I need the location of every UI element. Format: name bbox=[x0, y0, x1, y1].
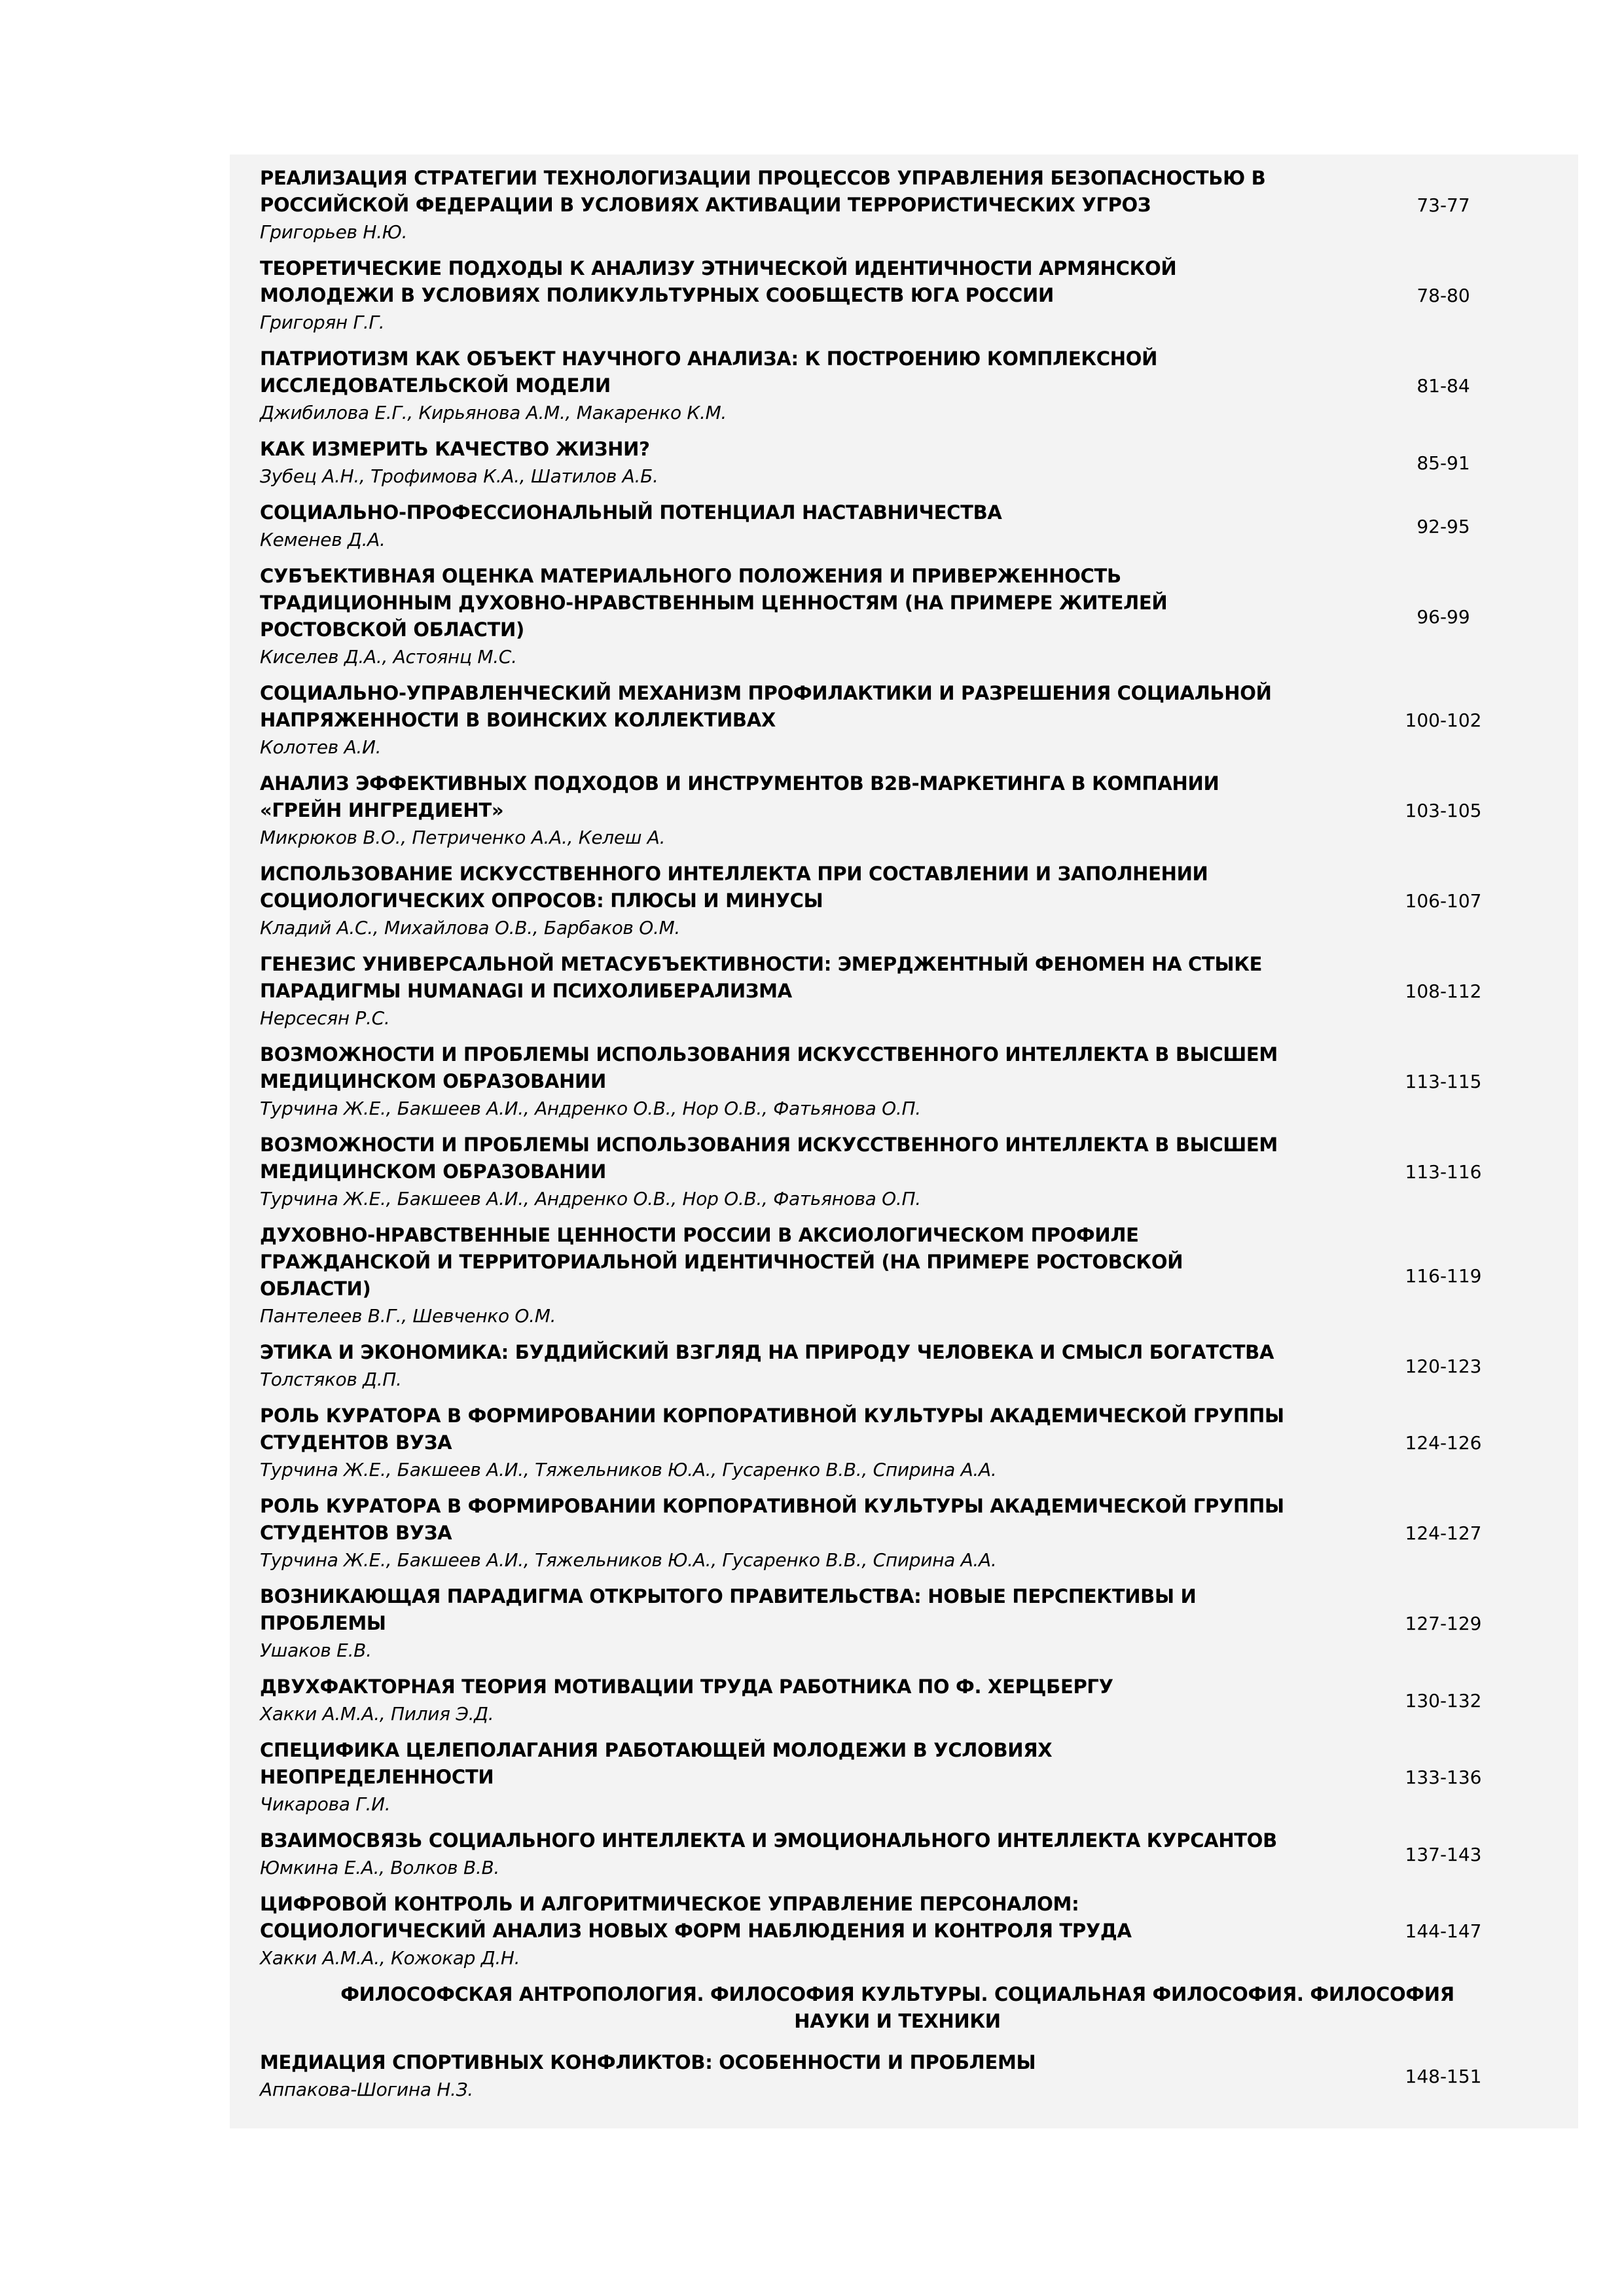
toc-entry bbox=[230, 1737, 1578, 1818]
entry-pages: 120-123 bbox=[1405, 1355, 1482, 1377]
entry-title-line: МЕДИЦИНСКОМ ОБРАЗОВАНИИ bbox=[260, 1160, 606, 1183]
entry-pages: 73-77 bbox=[1416, 194, 1470, 216]
entry-title-line: РОСТОВСКОЙ ОБЛАСТИ) bbox=[260, 619, 524, 641]
entry-title-line: НЕОПРЕДЕЛЕННОСТИ bbox=[260, 1766, 494, 1788]
toc-entry bbox=[230, 1674, 1578, 1727]
entry-authors: Толстяков Д.П. bbox=[260, 1369, 402, 1390]
entry-title-line: ПАТРИОТИЗМ КАК ОБЪЕКТ НАУЧНОГО АНАЛИЗА: К ПОСТРОЕНИЮ КОМПЛЕКСНОЙ bbox=[260, 348, 1158, 370]
entry-authors: Нерсесян Р.С. bbox=[260, 1007, 390, 1029]
entry-pages: 124-126 bbox=[1405, 1432, 1482, 1454]
entry-body bbox=[230, 2049, 1356, 2103]
entry-pages: 100-102 bbox=[1405, 709, 1482, 731]
entry-body bbox=[230, 861, 1356, 941]
entry-title-line: ЭТИКА И ЭКОНОМИКА: БУДДИЙСКИЙ ВЗГЛЯД НА ПРИРОДУ ЧЕЛОВЕКА И СМЫСЛ БОГАТСТВА bbox=[260, 1341, 1274, 1363]
entry-title-line: ИССЛЕДОВАТЕЛЬСКОЙ МОДЕЛИ bbox=[260, 374, 611, 397]
entry-title-line: ВОЗМОЖНОСТИ И ПРОБЛЕМЫ ИСПОЛЬЗОВАНИЯ ИСКУССТВЕННОГО ИНТЕЛЛЕКТА В ВЫСШЕМ bbox=[260, 1134, 1278, 1156]
entry-title-line: ВОЗНИКАЮЩАЯ ПАРАДИГМА ОТКРЫТОГО ПРАВИТЕЛЬСТВА: НОВЫЕ ПЕРСПЕКТИВЫ И bbox=[260, 1585, 1197, 1607]
entry-title-line: КАК ИЗМЕРИТЬ КАЧЕСТВО ЖИЗНИ? bbox=[260, 438, 650, 460]
entry-body bbox=[230, 346, 1356, 426]
entry-title-line: РОЛЬ КУРАТОРА В ФОРМИРОВАНИИ КОРПОРАТИВНОЙ КУЛЬТУРЫ АКАДЕМИЧЕСКОЙ ГРУППЫ bbox=[260, 1495, 1284, 1517]
entry-authors: Колотев А.И. bbox=[260, 736, 382, 758]
entry-authors: Микрюков В.О., Петриченко А.А., Келеш А. bbox=[260, 827, 666, 848]
entry-authors: Хакки А.М.А., Пилия Э.Д. bbox=[260, 1703, 494, 1725]
entry-authors: Зубец А.Н., Трофимова К.А., Шатилов А.Б. bbox=[260, 465, 659, 487]
entry-pages: 130-132 bbox=[1405, 1689, 1482, 1712]
entry-body bbox=[230, 1891, 1356, 1971]
entry-authors: Ушаков Е.В. bbox=[260, 1640, 372, 1661]
entry-title-line: ТЕОРЕТИЧЕСКИЕ ПОДХОДЫ К АНАЛИЗУ ЭТНИЧЕСКОЙ ИДЕНТИЧНОСТИ АРМЯНСКОЙ bbox=[260, 257, 1177, 279]
toc-entry bbox=[230, 1339, 1578, 1393]
entry-title-line: НАПРЯЖЕННОСТИ В ВОИНСКИХ КОЛЛЕКТИВАХ bbox=[260, 709, 776, 731]
entry-pages: 124-127 bbox=[1405, 1522, 1482, 1544]
entry-pages: 113-116 bbox=[1405, 1161, 1482, 1183]
toc-entry bbox=[230, 1827, 1578, 1881]
entry-pages: 137-143 bbox=[1405, 1843, 1482, 1865]
entry-authors: Кладий А.С., Михайлова О.В., Барбаков О.М. bbox=[260, 917, 681, 939]
entry-title-line: МОЛОДЕЖИ В УСЛОВИЯХ ПОЛИКУЛЬТУРНЫХ СООБЩЕСТВ ЮГА РОССИИ bbox=[260, 284, 1054, 306]
entry-title-line: ДУХОВНО-НРАВСТВЕННЫЕ ЦЕННОСТИ РОССИИ В АКСИОЛОГИЧЕСКОМ ПРОФИЛЕ bbox=[260, 1224, 1139, 1246]
toc-entry bbox=[230, 1891, 1578, 1971]
entry-body bbox=[230, 1403, 1356, 1483]
entry-authors: Джибилова Е.Г., Кирьянова А.М., Макаренко К.М. bbox=[260, 402, 727, 423]
entry-body bbox=[230, 1737, 1356, 1818]
toc-entry bbox=[230, 1583, 1578, 1664]
toc-entry bbox=[230, 1222, 1578, 1329]
section-heading bbox=[230, 1981, 1578, 2035]
entry-title-line: РЕАЛИЗАЦИЯ СТРАТЕГИИ ТЕХНОЛОГИЗАЦИИ ПРОЦЕССОВ УПРАВЛЕНИЯ БЕЗОПАСНОСТЬЮ В bbox=[260, 167, 1266, 189]
toc-entry bbox=[230, 255, 1578, 336]
entry-pages: 103-105 bbox=[1405, 800, 1482, 821]
toc-entry bbox=[230, 770, 1578, 851]
entry-pages: 133-136 bbox=[1405, 1767, 1482, 1788]
entry-body bbox=[230, 770, 1356, 851]
toc-entry bbox=[230, 346, 1578, 426]
entry-body bbox=[230, 1827, 1356, 1881]
entry-authors: Киселев Д.А., Астоянц М.С. bbox=[260, 646, 517, 668]
entry-authors: Григорян Г.Г. bbox=[260, 312, 385, 333]
entry-authors: Турчина Ж.Е., Бакшеев А.И., Тяжельников Ю.А., Гусаренко В.В., Спирина А.А. bbox=[260, 1459, 997, 1480]
section-heading-line: ФИЛОСОФСКАЯ АНТРОПОЛОГИЯ. ФИЛОСОФИЯ КУЛЬТУРЫ. СОЦИАЛЬНАЯ ФИЛОСОФИЯ. ФИЛОСОФИЯ bbox=[340, 1983, 1454, 2005]
entry-authors: Турчина Ж.Е., Бакшеев А.И., Андренко О.В., Нор О.В., Фатьянова О.П. bbox=[260, 1188, 921, 1210]
entry-authors: Чикарова Г.И. bbox=[260, 1793, 391, 1815]
entry-pages: 144-147 bbox=[1405, 1920, 1482, 1942]
section-heading-line: НАУКИ И ТЕХНИКИ bbox=[794, 2010, 1001, 2032]
entry-title-line: МЕДИЦИНСКОМ ОБРАЗОВАНИИ bbox=[260, 1070, 606, 1092]
entry-pages: 127-129 bbox=[1405, 1613, 1482, 1634]
entry-title-line: СУБЪЕКТИВНАЯ ОЦЕНКА МАТЕРИАЛЬНОГО ПОЛОЖЕНИЯ И ПРИВЕРЖЕННОСТЬ bbox=[260, 565, 1121, 587]
entry-pages: 96-99 bbox=[1416, 605, 1470, 628]
entry-body bbox=[230, 165, 1356, 245]
entry-body bbox=[230, 1222, 1356, 1329]
entry-title-line: ТРАДИЦИОННЫМ ДУХОВНО-НРАВСТВЕННЫМ ЦЕННОСТЯМ (НА ПРИМЕРЕ ЖИТЕЛЕЙ bbox=[260, 592, 1168, 614]
entries-list bbox=[230, 165, 1578, 1971]
entry-title-line: ГЕНЕЗИС УНИВЕРСАЛЬНОЙ МЕТАСУБЪЕКТИВНОСТИ: ЭМЕРДЖЕНТНЫЙ ФЕНОМЕН НА СТЫКЕ bbox=[260, 953, 1263, 975]
entry-pages: 81-84 bbox=[1416, 375, 1470, 397]
entry-pages: 78-80 bbox=[1416, 285, 1470, 306]
toc-entry bbox=[230, 680, 1578, 761]
toc-entry bbox=[230, 1132, 1578, 1212]
entry-body bbox=[230, 1583, 1356, 1664]
entry-body bbox=[230, 563, 1356, 670]
entry-authors: Хакки А.М.А., Кожокар Д.Н. bbox=[260, 1947, 520, 1969]
entry-body bbox=[230, 951, 1356, 1031]
entry-authors: Григорьев Н.Ю. bbox=[260, 221, 408, 243]
entry-title-line: СТУДЕНТОВ ВУЗА bbox=[260, 1522, 452, 1544]
entry-title-line: СОЦИАЛЬНО-УПРАВЛЕНЧЕСКИЙ МЕХАНИЗМ ПРОФИЛАКТИКИ И РАЗРЕШЕНИЯ СОЦИАЛЬНОЙ bbox=[260, 682, 1272, 704]
toc-entry bbox=[230, 1403, 1578, 1483]
entry-authors: Кеменев Д.А. bbox=[260, 529, 386, 550]
toc-entry bbox=[230, 436, 1578, 490]
entry-title-line: РОЛЬ КУРАТОРА В ФОРМИРОВАНИИ КОРПОРАТИВНОЙ КУЛЬТУРЫ АКАДЕМИЧЕСКОЙ ГРУППЫ bbox=[260, 1405, 1284, 1427]
entry-title-line: СТУДЕНТОВ ВУЗА bbox=[260, 1431, 452, 1454]
toc-entry bbox=[230, 563, 1578, 670]
entry-pages: 148-151 bbox=[1405, 2065, 1482, 2087]
entry-title-line: ИСПОЛЬЗОВАНИЕ ИСКУССТВЕННОГО ИНТЕЛЛЕКТА ПРИ СОСТАВЛЕНИИ И ЗАПОЛНЕНИИ bbox=[260, 863, 1208, 885]
entry-authors: Юмкина Е.А., Волков В.В. bbox=[260, 1857, 499, 1878]
toc-entry bbox=[230, 951, 1578, 1031]
entry-title-line: СОЦИОЛОГИЧЕСКИХ ОПРОСОВ: ПЛЮСЫ И МИНУСЫ bbox=[260, 889, 823, 912]
entry-title-line: ОБЛАСТИ) bbox=[260, 1278, 371, 1300]
entry-pages: 85-91 bbox=[1416, 452, 1470, 474]
entry-authors: Аппакова-Шогина Н.З. bbox=[260, 2079, 473, 2100]
entry-title-line: СОЦИОЛОГИЧЕСКИЙ АНАЛИЗ НОВЫХ ФОРМ НАБЛЮДЕНИЯ И КОНТРОЛЯ ТРУДА bbox=[260, 1920, 1132, 1942]
entry-authors: Пантелеев В.Г., Шевченко О.М. bbox=[260, 1305, 556, 1327]
toc-entry bbox=[230, 861, 1578, 941]
entry-body bbox=[230, 680, 1356, 761]
entry-title-line: АНАЛИЗ ЭФФЕКТИВНЫХ ПОДХОДОВ И ИНСТРУМЕНТОВ B2B-МАРКЕТИНГА В КОМПАНИИ bbox=[260, 772, 1219, 795]
entry-title-line: «ГРЕЙН ИНГРЕДИЕНТ» bbox=[260, 799, 504, 821]
entry-title-line: ЦИФРОВОЙ КОНТРОЛЬ И АЛГОРИТМИЧЕСКОЕ УПРАВЛЕНИЕ ПЕРСОНАЛОМ: bbox=[260, 1893, 1079, 1915]
toc-entry bbox=[230, 1493, 1578, 1573]
toc-entry bbox=[230, 499, 1578, 553]
entry-title-line: ПАРАДИГМЫ HUMANAGI И ПСИХОЛИБЕРАЛИЗМА bbox=[260, 980, 792, 1002]
entry-body bbox=[230, 1132, 1356, 1212]
entry-title-line: РОССИЙСКОЙ ФЕДЕРАЦИИ В УСЛОВИЯХ АКТИВАЦИИ ТЕРРОРИСТИЧЕСКИХ УГРОЗ bbox=[260, 194, 1151, 216]
entry-title-line: ГРАЖДАНСКОЙ И ТЕРРИТОРИАЛЬНОЙ ИДЕНТИЧНОСТЕЙ (НА ПРИМЕРЕ РОСТОВСКОЙ bbox=[260, 1251, 1183, 1273]
entry-title-line: ПРОБЛЕМЫ bbox=[260, 1612, 386, 1634]
entry-pages: 108-112 bbox=[1405, 980, 1482, 1002]
table-of-contents bbox=[230, 154, 1578, 2128]
entry-authors: Турчина Ж.Е., Бакшеев А.И., Андренко О.В., Нор О.В., Фатьянова О.П. bbox=[260, 1098, 921, 1119]
entry-title-line: ДВУХФАКТОРНАЯ ТЕОРИЯ МОТИВАЦИИ ТРУДА РАБОТНИКА ПО Ф. ХЕРЦБЕРГУ bbox=[260, 1676, 1113, 1698]
entry-body bbox=[230, 1493, 1356, 1573]
entry-title-line: СОЦИАЛЬНО-ПРОФЕССИОНАЛЬНЫЙ ПОТЕНЦИАЛ НАСТАВНИЧЕСТВА bbox=[260, 501, 1002, 524]
entry-authors: Турчина Ж.Е., Бакшеев А.И., Тяжельников Ю.А., Гусаренко В.В., Спирина А.А. bbox=[260, 1549, 997, 1571]
entries-list bbox=[230, 2049, 1578, 2103]
entry-body bbox=[230, 436, 1356, 490]
entry-title-line: СПЕЦИФИКА ЦЕЛЕПОЛАГАНИЯ РАБОТАЮЩЕЙ МОЛОДЕЖИ В УСЛОВИЯХ bbox=[260, 1739, 1053, 1761]
entry-body bbox=[230, 1339, 1356, 1393]
toc-entry bbox=[230, 1041, 1578, 1122]
entry-pages: 113-115 bbox=[1405, 1071, 1482, 1092]
entry-body bbox=[230, 1674, 1356, 1727]
entry-body bbox=[230, 499, 1356, 553]
entry-body bbox=[230, 1041, 1356, 1122]
entry-body bbox=[230, 255, 1356, 336]
entry-pages: 92-95 bbox=[1416, 515, 1470, 537]
toc-entry bbox=[230, 2049, 1578, 2103]
toc-entry bbox=[230, 165, 1578, 245]
entry-title-line: ВЗАИМОСВЯЗЬ СОЦИАЛЬНОГО ИНТЕЛЛЕКТА И ЭМОЦИОНАЛЬНОГО ИНТЕЛЛЕКТА КУРСАНТОВ bbox=[260, 1829, 1277, 1852]
entry-pages: 116-119 bbox=[1405, 1265, 1482, 1287]
entry-pages: 106-107 bbox=[1405, 890, 1482, 912]
entry-title-line: ВОЗМОЖНОСТИ И ПРОБЛЕМЫ ИСПОЛЬЗОВАНИЯ ИСКУССТВЕННОГО ИНТЕЛЛЕКТА В ВЫСШЕМ bbox=[260, 1043, 1278, 1066]
entry-title-line: МЕДИАЦИЯ СПОРТИВНЫХ КОНФЛИКТОВ: ОСОБЕННОСТИ И ПРОБЛЕМЫ bbox=[260, 2051, 1036, 2073]
